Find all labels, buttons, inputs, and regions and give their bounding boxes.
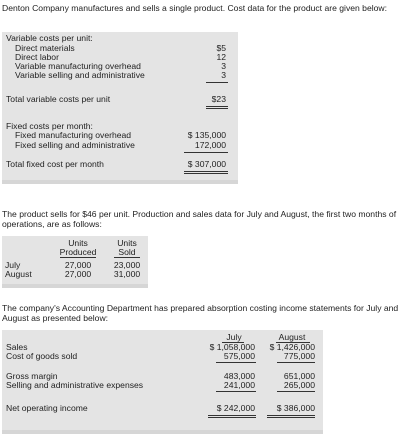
variable-total-value: $23 [211, 94, 226, 104]
variable-row-label: Direct labor [15, 52, 59, 62]
variable-row-value: 12 [216, 52, 226, 62]
july-value: 241,000 [223, 380, 255, 390]
august-total-double-rule [267, 415, 315, 418]
income-statement-panel [2, 330, 323, 430]
sold-value: 31,000 [113, 269, 141, 279]
fixed-subtotal-rule [184, 152, 228, 153]
august-column-header: August [278, 332, 306, 342]
july-subtotal-rule [216, 391, 256, 392]
sold-header-bottom: Sold [118, 247, 136, 257]
sold-value: 23,000 [113, 260, 141, 270]
variable-row-label: Variable manufacturing overhead [15, 61, 141, 71]
sold-header-rule [114, 257, 140, 258]
august-value: $ 1,426,000 [269, 342, 315, 352]
sales-paragraph: The product sells for $46 per unit. Production and sales data for July and August, the first two months of operations, are as follows: [2, 209, 397, 229]
august-value: $ 386,000 [276, 403, 315, 413]
fixed-total-value: $ 307,000 [187, 159, 226, 169]
variable-row-value: 3 [221, 70, 226, 80]
fixed-row-label: Fixed selling and administrative [15, 140, 135, 150]
august-value: 265,000 [283, 380, 315, 390]
august-subtotal-rule [277, 362, 315, 363]
income-row-label: Cost of goods sold [6, 351, 78, 361]
variable-total-label: Total variable costs per unit [6, 94, 111, 104]
july-value: 575,000 [223, 351, 255, 361]
variable-row-label: Variable selling and administrative [15, 70, 145, 80]
income-row-label: Selling and administrative expenses [6, 380, 144, 390]
income-row-label: Gross margin [6, 371, 58, 381]
variable-row-value: $5 [216, 43, 226, 53]
variable-heading: Variable costs per unit: [6, 33, 93, 43]
august-value: 775,000 [283, 351, 315, 361]
intro-text: Denton Company manufactures and sells a single product. Cost data for the product are given below: [2, 3, 388, 13]
sold-header-top: Units [117, 238, 137, 248]
july-column-header: July [226, 332, 242, 342]
produced-header-bottom: Produced [59, 247, 97, 257]
variable-subtotal-rule [206, 82, 228, 83]
fixed-row-value: 172,000 [194, 140, 226, 150]
fixed-total-label: Total fixed cost per month [6, 159, 104, 169]
panel-bottom-strip [2, 430, 323, 434]
produced-value: 27,000 [64, 260, 92, 270]
fixed-row-value: $ 135,000 [187, 130, 226, 140]
fixed-heading: Fixed costs per month: [6, 121, 93, 131]
produced-header-top: Units [68, 238, 88, 248]
july-value: $ 242,000 [216, 403, 255, 413]
variable-row-value: 3 [221, 61, 226, 71]
july-subtotal-rule [216, 362, 256, 363]
production-panel [2, 236, 148, 284]
month-label: July [5, 260, 21, 270]
produced-value: 27,000 [64, 269, 92, 279]
panel-bottom-strip [2, 180, 238, 184]
cost-data-panel [2, 32, 238, 180]
income-row-label: Net operating income [6, 403, 88, 413]
fixed-row-label: Fixed manufacturing overhead [15, 130, 132, 140]
panel-bottom-strip [2, 284, 148, 288]
fixed-total-double-rule [184, 171, 228, 174]
july-total-double-rule [208, 415, 256, 418]
month-label: August [5, 269, 32, 279]
july-value: $ 1,058,000 [209, 342, 255, 352]
income-row-label: Sales [6, 342, 28, 352]
august-subtotal-rule [277, 391, 315, 392]
variable-row-label: Direct materials [15, 43, 75, 53]
july-value: 483,000 [223, 371, 255, 381]
august-value: 651,000 [283, 371, 315, 381]
variable-total-double-rule [206, 106, 228, 109]
accounting-paragraph: The company's Accounting Department has prepared absorption costing income statements for July and August as presented below: [2, 303, 399, 323]
produced-header-rule [60, 257, 96, 258]
